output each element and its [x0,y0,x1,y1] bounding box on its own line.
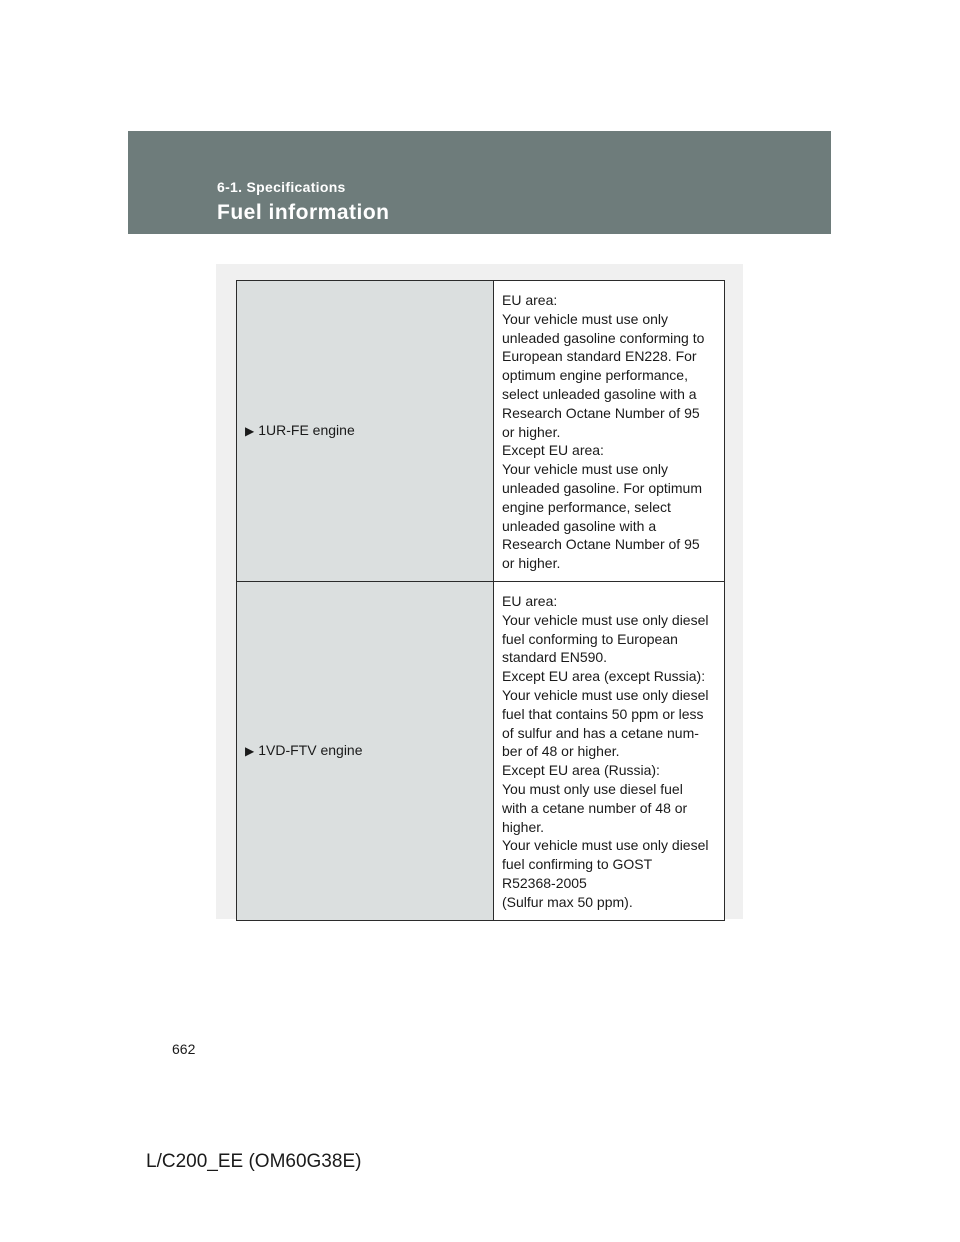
desc-line: Except EU area: [502,442,604,459]
fuel-description [494,281,725,582]
desc-line: Your vehicle must use only diesel [502,611,709,628]
desc-line: unleaded gasoline conforming to [502,329,705,346]
desc-line: R52368-2005 [502,874,587,891]
page-number: 662 [172,1041,196,1057]
engine-cell [237,581,494,920]
desc-line: higher. [502,818,545,835]
desc-line: Except EU area (Russia): [502,762,660,779]
desc-line: fuel confirming to GOST [502,856,653,873]
arrow-right-icon: ▶ [245,424,255,439]
desc-line: Your vehicle must use only [502,310,669,327]
desc-line: engine performance, select [502,498,671,515]
engine-cell [237,281,494,582]
desc-line: EU area: [502,292,558,308]
desc-line: European standard EN228. For [502,348,697,365]
desc-line: Research Octane Number of 95 [502,404,700,421]
desc-line: Except EU area (except Russia): [502,668,706,685]
desc-line: optimum engine performance, [502,367,688,384]
fuel-spec-table [236,280,725,921]
desc-line: or higher. [502,555,561,572]
desc-line: select unleaded gasoline with a [502,385,697,402]
table-row [237,281,725,582]
arrow-right-icon: ▶ [245,743,255,758]
desc-line: fuel that contains 50 ppm or less [502,705,704,722]
desc-line: Your vehicle must use only diesel [502,837,709,854]
desc-line: (Sulfur max 50 ppm). [502,893,633,910]
table-row [237,581,725,920]
desc-line: ber of 48 or higher. [502,743,620,760]
desc-line: EU area: [502,592,558,609]
desc-line: standard EN590. [502,649,608,666]
desc-line: or higher. [502,423,561,440]
desc-line: unleaded gasoline with a [502,517,657,534]
desc-line: You must only use diesel fuel [502,780,683,797]
fuel-description [494,581,725,920]
engine-label: 1VD-FTV engine [258,741,363,758]
engine-label: 1UR-FE engine [258,422,355,439]
header-banner [128,131,831,234]
desc-line: Research Octane Number of 95 [502,536,700,553]
page-title: Fuel information [217,201,390,224]
desc-line: of sulfur and has a cetane num- [502,724,699,741]
desc-line: Your vehicle must use only diesel [502,686,709,703]
footer-code: L/C200_EE (OM60G38E) [146,1151,362,1172]
desc-line: unleaded gasoline. For optimum [502,479,703,496]
section-label: 6-1. Specifications [217,179,346,195]
desc-line: fuel conforming to European [502,630,678,647]
desc-line: Your vehicle must use only [502,461,669,478]
desc-line: with a cetane number of 48 or [502,799,688,816]
